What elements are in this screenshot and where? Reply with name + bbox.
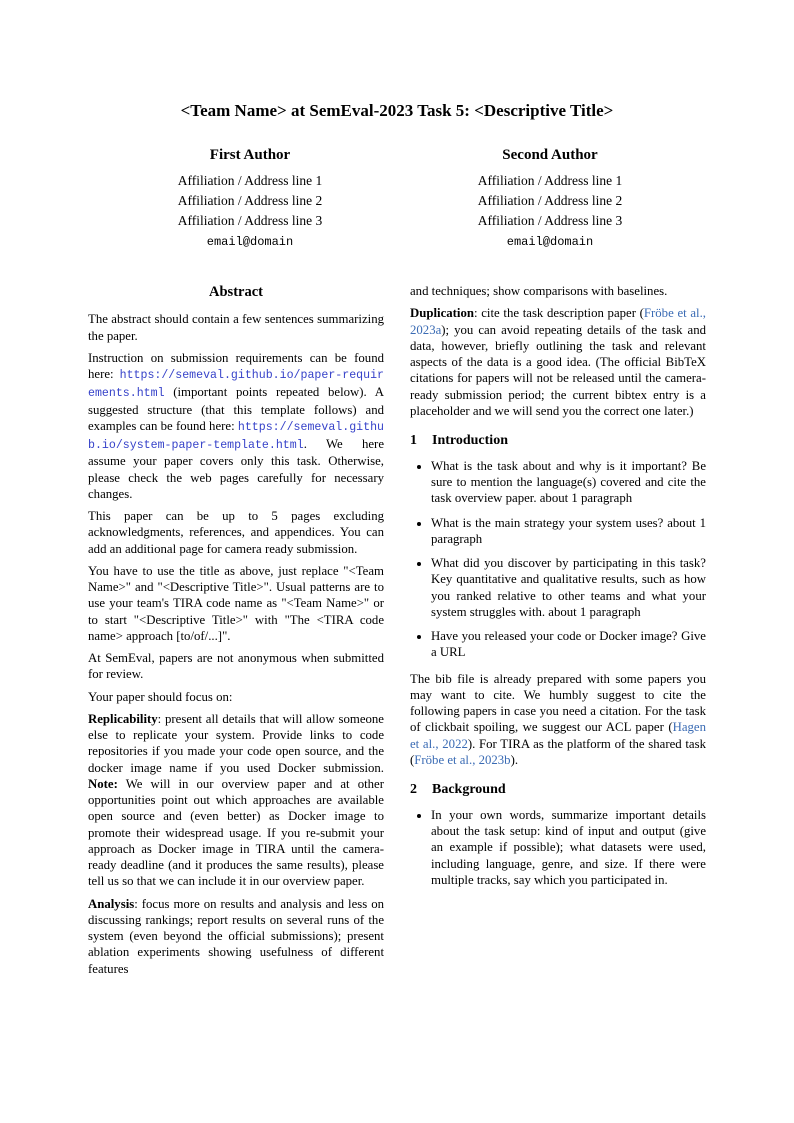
author-email: email@domain xyxy=(206,234,294,249)
duplication-paragraph xyxy=(410,305,706,419)
bullet-item: • Have you released your code or Docker image? Give a URL xyxy=(431,628,706,661)
paragraph-text: ). xyxy=(510,752,519,767)
paragraph-text: : cite the task description paper ( xyxy=(474,306,644,321)
abstract-heading: Abstract xyxy=(209,284,263,300)
paper-requirements-link[interactable]: https://semeval.github.io/paper-requirements.html xyxy=(88,369,384,400)
abstract-paragraph: The abstract should contain a few sentences summarizing the paper. xyxy=(88,312,384,343)
author-email: email@domain xyxy=(506,234,594,249)
bullet-item: • What is the task about and why is it important? Be sure to mention the language(s) covered and cite the task overview paper. about 1 paragraph xyxy=(431,458,706,507)
bullet-item: • What did you discover by participating in this task? Key quantitative and qualitative results, such as how you ranked relative to other teams and what your system struggles with. about 1 paragraph xyxy=(431,555,706,620)
abstract-paragraph: This paper can be up to 5 pages excluding acknowledgments, references, and appendices. You can add an additional page for camera ready submission. xyxy=(88,509,384,556)
author-name: Second Author xyxy=(502,147,598,163)
continuation-paragraph: and techniques; show comparisons with baselines. xyxy=(410,284,668,298)
paragraph-text: ); you can avoid repeating details of the task and data, however, briefly outlining the task and relevant aspects of the data is a good idea. (The official BibTeX citations for papers will not be released until the camera-ready submission period; the current bibtex entry is a placeholder and we will send you the correct one later.) xyxy=(410,322,706,418)
section-title: Introduction xyxy=(432,433,508,448)
replicability-paragraph xyxy=(88,711,384,890)
affiliation-line: Affiliation / Address line 1 xyxy=(177,173,323,188)
paragraph-text: We will in our overview paper and at other opportunities point out which approaches are available open source and (even better) as Docker image to promote their widespread usage. If you re-submit your approach as Docker image in TIRA until the camera-ready deadline (and it produces the same results), please tell us so that we can include it in our overview paper. xyxy=(88,776,384,889)
abstract-paragraph: Your paper should focus on: xyxy=(88,689,233,704)
paragraph-text: ). For TIRA as the platform of the shared task ( xyxy=(410,736,706,767)
abstract-paragraph: You have to use the title as above, just replace "<Team Name>" and "<Descriptive Title>". Usual patterns are to use your team's TIRA code name as "<Team Name>" or to start "<Descriptive Title>" with "The <TIRA code name> approach [to/of/...]". xyxy=(88,563,384,643)
author-second xyxy=(400,147,700,249)
citation-link-hagen-2022[interactable]: Hagen et al., 2022 xyxy=(410,720,706,751)
authors-block xyxy=(100,147,700,249)
affiliation-line: Affiliation / Address line 2 xyxy=(477,192,623,208)
paragraph-text: : present all details that will allow someone else to replicate your system. Provide links to code repositories if you made your code open source, and the docker image name if you used Docker submission. xyxy=(88,711,384,775)
replicability-label: Replicability xyxy=(88,711,158,726)
citation-link-frobe-2023b[interactable]: Fröbe et al., 2023b xyxy=(414,752,511,767)
paragraph-text: : focus more on results and analysis and less on discussing rankings; report results on several runs of the system (even beyond the official submissions); present ablation experiments showing usefulness of different features xyxy=(88,896,384,976)
section-title: Background xyxy=(432,782,506,798)
paragraph-text: Instruction on submission requirements can be found here: xyxy=(88,350,384,382)
system-paper-template-link[interactable]: https://semeval.github.io/system-paper-template.html xyxy=(88,420,384,452)
introduction-bullet-list xyxy=(410,458,706,661)
affiliation-line: Affiliation / Address line 3 xyxy=(477,212,623,228)
bib-paragraph xyxy=(410,671,706,769)
bullet-item: • In your own words, summarize important details about the task setup: kind of input and output (give an example if possible); what datasets were used, including language, genre, and size. If there were multiple tracks, say which you participated in. xyxy=(431,807,706,888)
affiliation-line: Affiliation / Address line 1 xyxy=(477,173,623,188)
paper-title: <Team Name> at SemEval-2023 Task 5: <Descriptive Title> xyxy=(180,101,614,120)
abstract-paragraph: At SemEval, papers are not anonymous when submitted for review. xyxy=(88,651,384,682)
left-column xyxy=(88,283,384,983)
background-bullet-list xyxy=(410,807,706,888)
paragraph-text: . We here assume your paper covers only this task. Otherwise, please check the web pages carefully for necessary changes. xyxy=(88,436,384,501)
section-number: 1 xyxy=(410,433,417,448)
author-first xyxy=(100,147,400,249)
affiliation-line: Affiliation / Address line 2 xyxy=(177,192,323,208)
paragraph-text: (important points repeated below). A suggested structure (that this template follows) and examples can be found here: xyxy=(88,384,384,433)
citation-link-frobe-2023a[interactable]: Fröbe et al., 2023a xyxy=(410,306,706,337)
paragraph-text: The bib file is already prepared with some papers you may want to cite. We humbly suggest to cite the following papers in case you need a citation. For the task of clickbait spoiling, we suggest our ACL paper ( xyxy=(410,671,706,735)
duplication-label: Duplication xyxy=(410,306,474,321)
section-heading-background xyxy=(410,781,706,799)
analysis-label: Analysis xyxy=(88,896,135,911)
bullet-item: • What is the main strategy your system uses? about 1 paragraph xyxy=(431,515,706,548)
abstract-paragraph xyxy=(88,350,384,502)
author-name: First Author xyxy=(209,147,291,163)
note-label: Note: xyxy=(88,776,118,791)
right-column xyxy=(410,283,706,898)
section-heading-introduction xyxy=(410,432,706,450)
affiliation-line: Affiliation / Address line 3 xyxy=(177,212,323,228)
section-number: 2 xyxy=(410,782,417,798)
analysis-paragraph xyxy=(88,896,384,977)
